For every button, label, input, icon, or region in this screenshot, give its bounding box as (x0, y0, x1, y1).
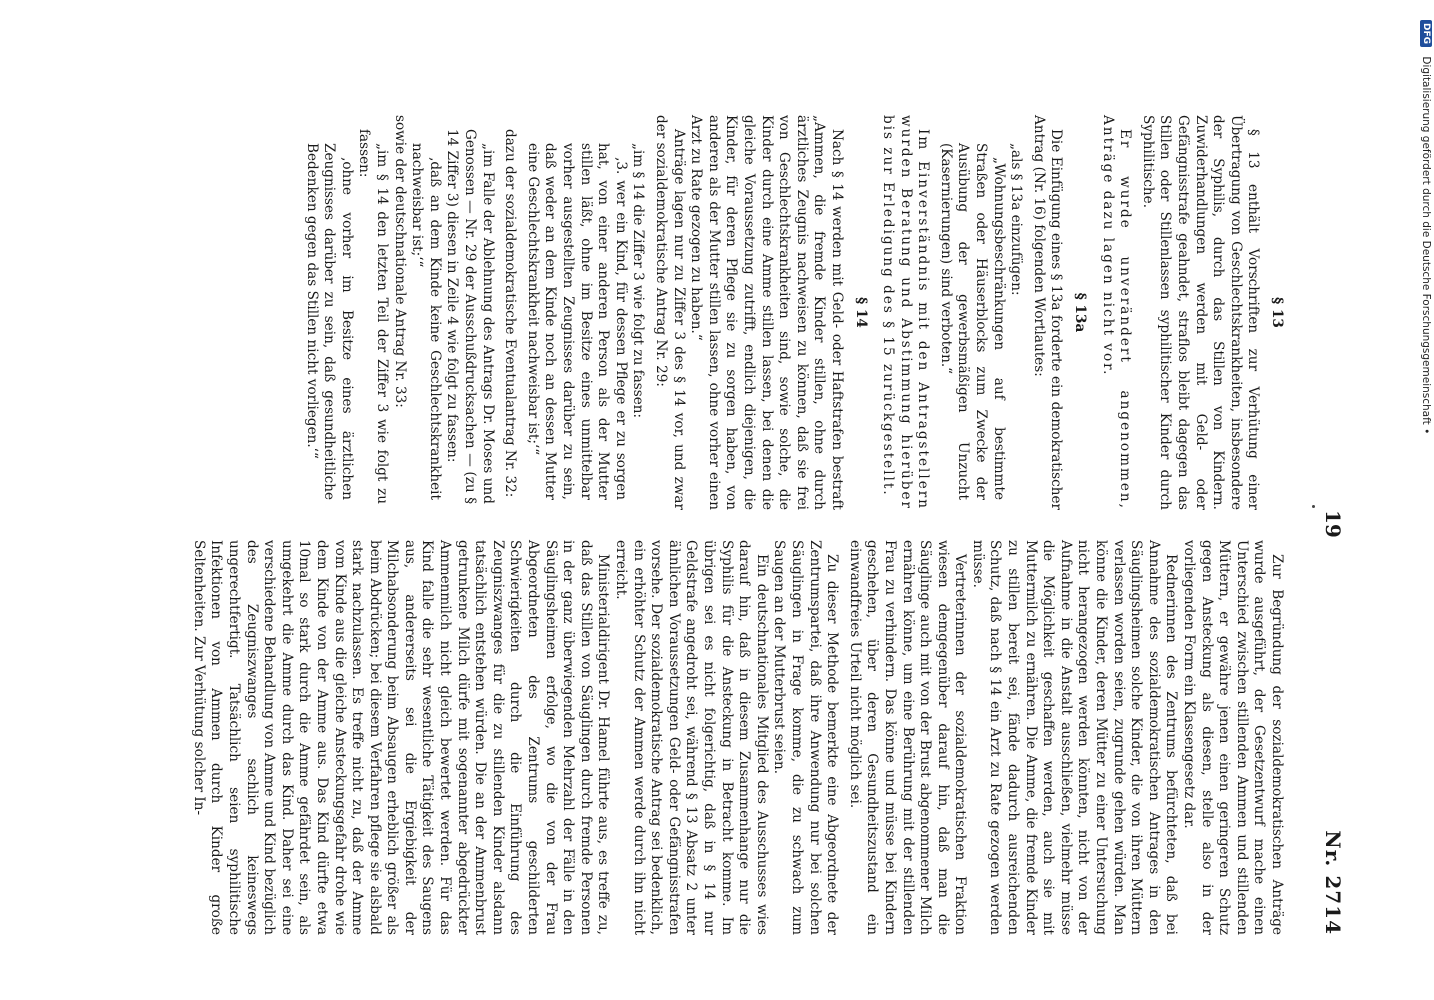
paragraph: Die Einfügung eines § 13a forderte ein demokratischer Antrag (Nr. 16) folgenden Wortlautes: (1030, 115, 1065, 510)
credit-text: Digitalisierung gefördert durch die Deutsche Forschungsgemeinschaft • (1420, 56, 1432, 435)
page-number: 19 (1321, 510, 1345, 538)
quote: „als § 13a einzufügen: (1008, 143, 1025, 296)
paragraph: Er wurde unverändert angenommen, Anträge dazu lagen nicht vor. (1099, 115, 1134, 510)
paragraph: Rednerinnen des Zentrums befürchteten, daß bei Annahme des sozialdemokratischen Antrages in den Säuglingsheimen solche Kinder, die von ihren Müttern verlassen worden seien, zugrunde gehen würden. Man könne die Kinder, deren Mütter zu einer Untersuchung nicht herangezogen werden könnten, nicht von der Aufnahme in die Anstalt ausschließen, vielmehr müsse die Möglichkeit geschaffen werden, auch sie mit Muttermilch zu ernähren. Die Amme, die fremde Kinder zu stillen bereit sei, fände dadurch ausreichenden Schutz, daß nach § 14 ein Arzt zu Rate gezogen werden müsse. (969, 540, 1180, 935)
quote: „im § 14 die Ziffer 3 wie folgt zu fassen: (630, 143, 647, 419)
running-header (1305, 115, 1345, 945)
section-heading-14: § 14 (852, 297, 869, 328)
paragraph: Zur Begründung der sozialdemokratischen Anträge wurde ausgeführt, der Gesetzentwurf mache einen Unterschied zwischen stillenden Ammen und stillenden Müttern, er gewähre jenen einen geringeren Schutz gegen Ansteckung als diesen, stelle also in der vorliegenden Form ein Klassengesetz dar. (1181, 540, 1285, 935)
section-heading-13a: § 13a (1072, 292, 1089, 333)
paragraph: dazu der sozialdemokratische Eventualantrag Nr. 32: (502, 129, 519, 498)
paragraph: § 13 enthält Vorschriften zur Verhütung einer Übertragung von Geschlechtskrankheiten, insbesondere der Syphilis, durch das Stillen von Kindern. Zuwiderhandlungen werden mit Geld- oder Gefängnisstrafe geahndet, straflos bleibt dagegen das Stillen oder Stillenlassen syphilitischer Kinder durch Syphilitische. (1139, 115, 1262, 510)
left-column (302, 115, 1285, 510)
paragraph: sowie der deutschnationale Antrag Nr. 33: (391, 115, 408, 408)
paragraph: Ministerialdirigent Dr. Hamel führte aus, es treffe zu, daß das Stillen von Säuglingen durch fremde Personen in der ganz überwiegenden Mehrzahl der Fälle in den Säuglingsheimen erfolge, wo die von der Frau Abgeordneten des Zentrums geschilderten Schwierigkeiten durch die Einführung des Zeugniszwanges für die zu stillenden Kinder alsdann tatsächlich entstehen würden. Die an der Ammenbrust getrunkene Milch dürfe mit sogenannter abgedrückter Ammenmilch nicht gleich bewertet werden. Für das Kind falle die sehr wesentliche Tätigkeit des Saugens aus, andererseits sei die Ergiebigkeit der Milchabsonderung beim Absaugen erheblich größer als beim Abdrücken; bei diesem Verfahren pflege sie alsbald stark nachzulassen. Es treffe nicht zu, daß der Amme vom Kinde aus die gleiche Ansteckungsgefahr drohe wie dem Kinde von der Amme aus. Das Kind dürfte etwa 10mal so stark durch die Amme gefährdet sein, als umgekehrt die Amme durch das Kind. Daher sei eine verschiedene Behandlung von Amme und Kind bezüglich des Zeugniszwanges sachlich keineswegs ungerechtfertigt. Tatsächlich seien syphilitische Infektionen von Ammen durch Kinder große Seltenheiten. Zur Verhütung solcher In- (190, 540, 612, 935)
paragraph: Im Einverständnis mit den Antragstellern wurden Beratung und Abstimmung hierüber bis zur Erledigung des § 15 zurückgestellt. (880, 115, 932, 510)
quote: ‚daß an dem Kinde keine Geschlechtskrankheit nachweisbar ist;‘“ (409, 143, 443, 500)
right-column (189, 540, 1285, 935)
paragraph: Anträge lagen nur zu Ziffer 3 des § 14 vor, und zwar der sozialdemokratische Antrag Nr. 29: (653, 115, 687, 510)
quote: „Wohnungsbeschränkungen auf bestimmte Straßen oder Häuserblocks zum Zwecke der Ausübung der gewerbsmäßigen Unzucht (Kasernierungen) sind verboten.“ (937, 143, 1007, 500)
document-number: Nr. 2714 (1321, 830, 1345, 935)
document-page (55, 55, 1355, 975)
quote: „im Falle der Ablehnung des Antrags Dr. Moses und Genossen — Nr. 29 der Ausschußdrucksachen — (zu § 14 Ziffer 3) diesen in Zeile 4 wie folgt zu fassen: (444, 129, 496, 504)
quote: ‚3. wer ein Kind, für dessen Pflege er zu sorgen hat, von einer anderen Person als der Mutter stillen läßt, ohne im Besitze eines unmittelbar vorher ausgestellten Zeugnisses darüber zu sein, daß weder an dem Kinde noch an dessen Mutter eine Geschlechtskrankheit nachweisbar ist;‘“ (524, 143, 629, 500)
quote: „im § 14 den letzten Teil der Ziffer 3 wie folgt zu fassen: (356, 129, 391, 504)
paragraph: Nach § 14 werden mit Geld- oder Haftstrafen bestraft „Ammen, die fremde Kinder stillen, ohne durch ärztliches Zeugnis nachweisen zu können, daß sie frei von Geschlechtskrankheiten sind, sowie solche, die Kinder durch eine Amme stillen lassen, bei denen die gleiche Voraussetzung zutrifft, endlich diejenigen, die Kinder, für deren Pflege sie zu sorgen haben, von anderen als der Mutter stillen lassen, ohne vorher einen Arzt zu Rate gezogen zu haben.“ (688, 115, 845, 510)
paragraph: Zu dieser Methode bemerkte eine Abgeordnete der Zentrumspartei, daß ihre Anwendung nur bei solchen Säuglingen in Frage komme, die zu schwach zum Saugen an der Mutterbrust seien. (771, 540, 841, 935)
paragraph: Ein deutschnationales Mitglied des Ausschusses wies darauf hin, daß in diesem Zusammenhange nur die Syphilis für die Ansteckung in Betracht komme. Im übrigen sei es nicht folgerichtig, daß in § 14 nur Geldstrafe angedroht sei, während § 13 Absatz 2 unter ähnlichen Voraussetzungen Geld- oder Gefängnisstrafen vorsehe. Der sozialdemokratische Antrag sei bedenklich, ein erhöhter Schutz der Ammen werde durch ihn nicht erreicht. (613, 540, 770, 935)
scan-speck (1312, 505, 1315, 508)
section-heading-13: § 13 (1269, 297, 1285, 328)
paragraph: Vertreterinnen der sozialdemokratischen Fraktion wiesen demgegenüber darauf hin, daß man die Säuglinge auch mit von der Brust abgenommener Milch ernähren könne, um eine Berührung mit der stillenden Frau zu verhindern. Das könne und müsse bei Kindern geschehen, über deren Gesundheitszustand ein einwandfreies Urteil nicht möglich sei. (846, 540, 969, 935)
quote: ‚ohne vorher im Besitze eines ärztlichen Zeugnisses darüber zu sein, daß gesundheitliche Bedenken gegen das Stillen nicht vorliegen.‘“ (303, 143, 355, 500)
digitization-credit (1410, 8, 1432, 608)
dfg-logo: DFG (1420, 20, 1432, 47)
